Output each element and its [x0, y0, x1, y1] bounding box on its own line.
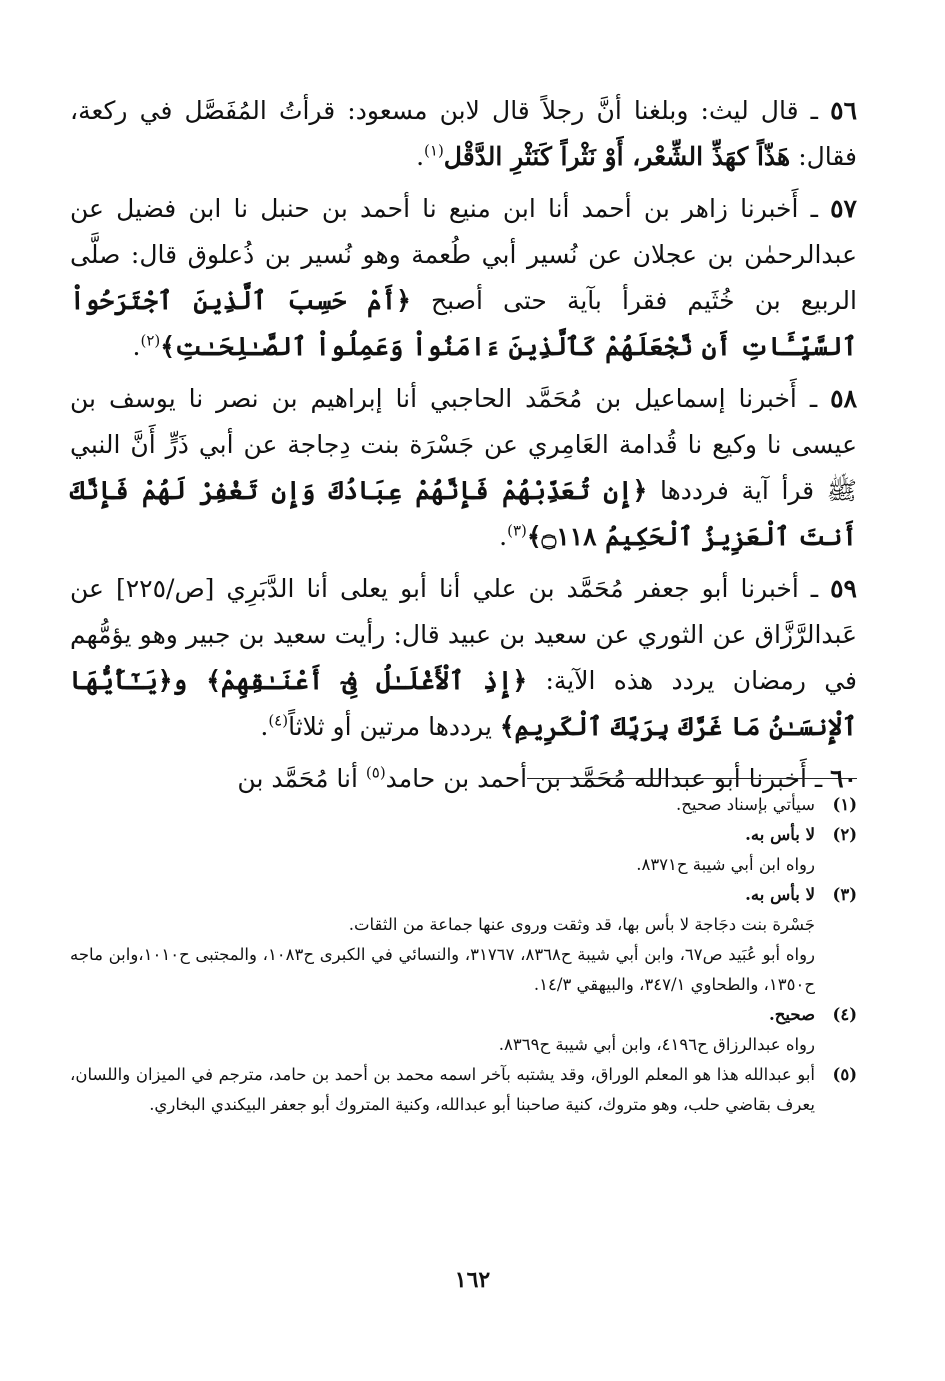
footnote-line: رواه أبو عُبَيد ص٦٧، وابن أبي شيبة ح٨٣٦٨، ٣١٧٦٧، والنسائي في الكبرى ح١٠٨٣، والمجتبى ح١٠١٠،وابن ماجه ح١٣٥٠، والطحاوي ٣٤٧/١، والبيهقي ١٤/٣.	[70, 945, 815, 994]
footnote-body	[70, 1060, 815, 1120]
hadith-text: أَخبرنا زاهر بن أحمد أنا ابن منيع نا أحمد بن حنبل نا ابن فضيل عن عبدالرحمٰن بن عجلان عن نُسير أبي طُعمة وهو نُسير بن ذُعلوق قال: صلَّى الربيع بن خُثَيم فقرأ بآية حتى أصبح	[70, 194, 857, 315]
footnote-line: جَسْرة بنت دجَاجة لا بأس بها، قد وثقت وروى عنها جماعة من الثقات.	[348, 915, 815, 934]
quote-text: هَذّاً كهَذِّ الشِّعْر، أَوْ نَثْراً كَنَثْرِ الدَّقْل	[443, 142, 791, 171]
main-text	[70, 88, 857, 808]
footnote-body	[70, 880, 815, 1000]
separator: ـ	[798, 96, 818, 125]
footnote-body	[70, 790, 815, 820]
footnote-ref[interactable]: (٥)	[365, 763, 386, 782]
hadith-number: ٥٨	[830, 384, 858, 413]
separator: ـ	[798, 194, 818, 223]
hadith-text: أخبرنا أبو جعفر مُحَمَّد بن علي أنا أبو يعلى أنا الدَّبَرِي [ص/٢٢٥] عن عَبدالرَّزَّاق عن الثوري عن سعيد بن عبيد قال: رأيت سعيد بن جبير وهو يؤمُّهم في رمضان يردد هذه الآية:	[70, 574, 857, 695]
footnote-ref[interactable]: (١)	[424, 141, 444, 160]
footnote-ref[interactable]: (٤)	[268, 711, 289, 730]
footnote-3	[70, 880, 857, 1000]
footnote-ref[interactable]: (٣)	[507, 521, 527, 540]
footnote-verdict: لا بأس به.	[745, 825, 815, 844]
sentence-end: .	[260, 712, 269, 741]
hadith-text: أَخبرنا أبو عبدالله مُحَمَّد بن أحمد بن حامد	[385, 764, 807, 793]
hadith-text: أَخبرنا إسماعيل بن مُحَمَّد الحاجبي أنا إبراهيم بن نصر نا يوسف بن عيسى نا وكيع نا قُدامة العَامِري عن جَسْرَة بنت دِجاجة عن أبي ذَرٍّ أَنَّ النبي ﷺ قرأ آية فرددها	[70, 384, 857, 505]
footnote-ref[interactable]: (٢)	[140, 331, 161, 350]
hadith-56	[70, 88, 857, 180]
footnote-5	[70, 1060, 857, 1120]
footnote-number: (٤)	[832, 1005, 857, 1024]
footnote-line: رواه عبدالرزاق ح٤١٩٦، وابن أبي شيبة ح٨٣٦٩.	[498, 1035, 815, 1054]
quran-verse: ﴿إِذِ ٱلْأَغْلَـٰلُ فِىٓ أَعْنَـٰقِهِمْ﴾ و﴿يَـٰٓأَيُّهَا ٱلْإِنسَـٰنُ مَا غَرَّكَ بِرَبِّكَ ٱلْكَرِيمِ﴾	[70, 666, 857, 741]
hadith-number: ٥٦	[830, 96, 857, 125]
footnote-body	[70, 1000, 815, 1060]
hadith-58	[70, 376, 857, 560]
hadith-text-after: يرددها مرتين أو ثلاثاً	[288, 712, 492, 741]
hadith-number: ٦٠	[830, 764, 857, 793]
footnotes	[70, 790, 857, 1120]
separator: ـ	[796, 384, 818, 413]
footnote-1	[70, 790, 857, 820]
page-number: ١٦٢	[454, 1267, 491, 1293]
footnote-number: (٥)	[832, 1065, 857, 1084]
footnote-verdict: لا بأس به.	[745, 885, 815, 904]
footnote-body	[70, 820, 815, 880]
footnote-line: أبو عبدالله هذا هو المعلم الوراق، وقد يشتبه بآخر اسمه محمد بن أحمد بن حامد، مترجم في الميزان واللسان، يعرف بقاضي حلب، وهو متروك، كنية صاحبنا أبو عبدالله، وكنية المتروك أبو جعفر البيكندي البخاري.	[70, 1065, 815, 1114]
hadith-text: قال ليث: وبلغنا أنَّ رجلاً قال لابن مسعود: قرأتُ المُفَصَّل في ركعة، فقال:	[70, 96, 857, 171]
footnote-line: رواه ابن أبي شيبة ح٨٣٧١.	[636, 855, 815, 874]
hadith-57	[70, 186, 857, 370]
footnote-number: (٣)	[832, 885, 857, 904]
hadith-number: ٥٩	[830, 574, 857, 603]
hadith-59	[70, 566, 857, 750]
sentence-end: .	[132, 332, 141, 361]
footnote-divider	[527, 778, 857, 779]
footnote-number: (٢)	[832, 825, 857, 844]
separator: ـ	[798, 574, 819, 603]
footnote-2	[70, 820, 857, 880]
footnote-verdict: صحيح.	[768, 1005, 815, 1024]
sentence-end: .	[499, 522, 508, 551]
sentence-end: .	[416, 142, 425, 171]
hadith-text-after: أنا مُحَمَّد بن	[237, 764, 358, 793]
footnote-4	[70, 1000, 857, 1060]
quran-verse: ﴿إِن تُعَذِّبْهُمْ فَإِنَّهُمْ عِبَادُكَ وَإِن تَغْفِرْ لَهُمْ فَإِنَّكَ أَنتَ ٱلْعَزِيزُ ٱلْحَكِيمُ ۝١١٨﴾	[70, 476, 857, 551]
footnote-number: (١)	[832, 795, 857, 814]
footnote-line: سيأتي بإسناد صحيح.	[675, 795, 815, 814]
hadith-number: ٥٧	[830, 194, 857, 223]
separator: ـ	[806, 764, 823, 793]
quran-verse: ﴿أَمْ حَسِبَ ٱلَّذِينَ ٱجْتَرَحُواْ ٱلسَّيِّـَٔاتِ أَن نَّجْعَلَهُمْ كَٱلَّذِينَ ءَامَنُواْ وَعَمِلُواْ ٱلصَّـٰلِحَـٰتِ﴾	[70, 286, 857, 361]
